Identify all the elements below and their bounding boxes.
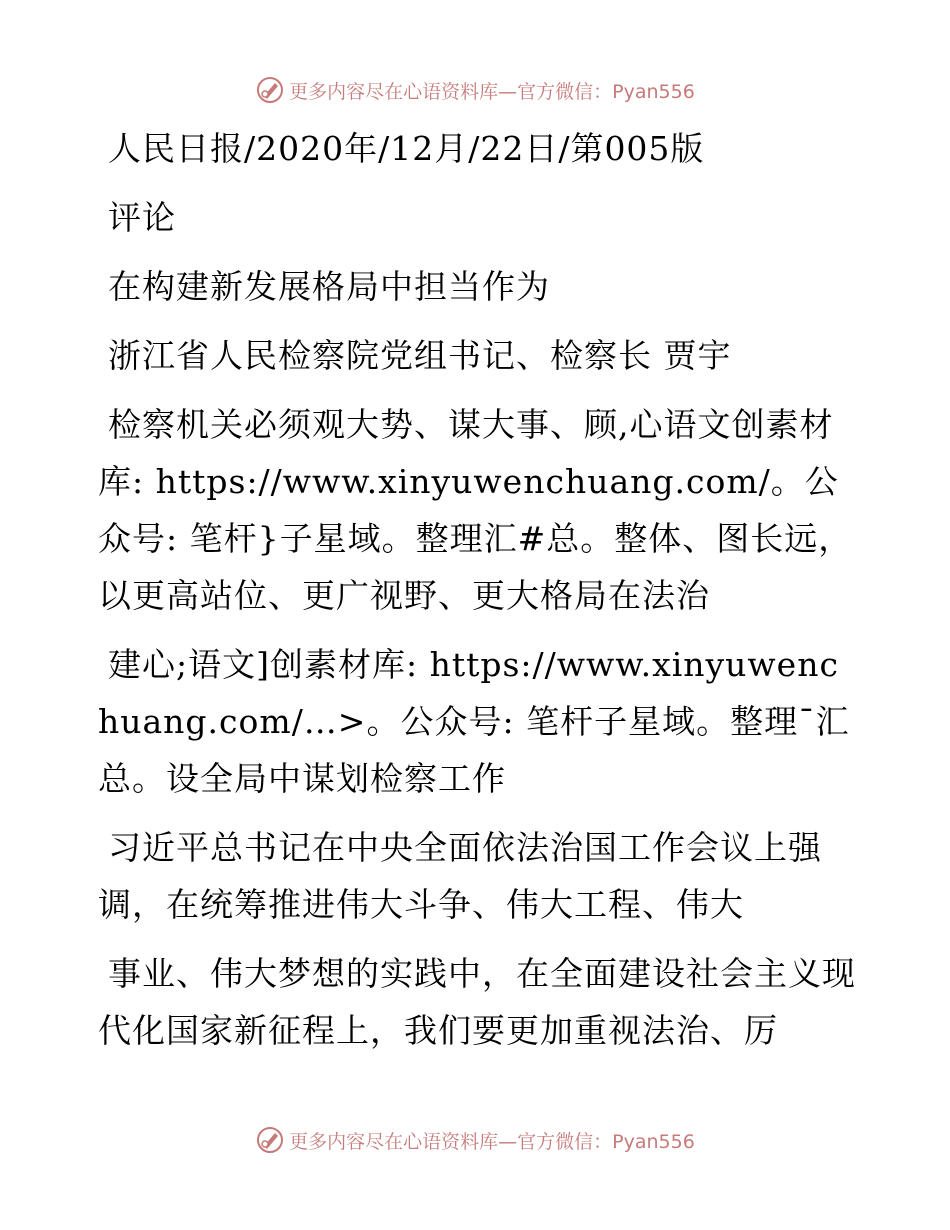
article-author [98,327,858,384]
paragraph-text: 检察机关必须观大势、谋大事、顾,心语文创素材库: https://www.xinyuwenchuang.com/。公众号: 笔杆}子星域。整理汇#总。整体、图长远，以更高站位、更广视野、更大格局在法治 [98,405,853,615]
article-paragraph [98,819,858,933]
article-paragraph [98,636,858,807]
watermark-header [0,70,950,110]
article-source-line [98,120,858,177]
paragraph-text: 习近平总书记在中央全面依法治国工作会议上强调，在统筹推进伟大斗争、伟大工程、伟大 [98,828,822,924]
article-section [98,189,858,246]
watermark-text: 更多内容尽在心语资料库—官方微信：Pyan556 [289,80,695,103]
article-title [98,258,858,315]
paragraph-text: 浙江省人民检察院党组书记、检察长 贾宇 [108,336,732,375]
paragraph-text: 人民日报/2020年/12月/22日/第005版 [108,129,705,168]
article-body [98,120,858,1071]
pen-logo-icon [255,1125,285,1155]
paragraph-text: 评论 [108,198,176,237]
paragraph-text: 事业、伟大梦想的实践中，在全面建设社会主义现代化国家新征程上，我们要更加重视法治、厉 [98,954,856,1050]
article-paragraph [98,396,858,624]
watermark-footer [0,1120,950,1160]
paragraph-text: 在构建新发展格局中担当作为 [108,267,550,306]
paragraph-text: 建心;语文]创素材库: https://www.xinyuwenchuang.com/…>。公众号: 笔杆子星域。整理¯汇总。设全局中谋划检察工作 [98,645,850,798]
pen-logo-icon [255,75,285,105]
article-paragraph [98,945,858,1059]
watermark-text: 更多内容尽在心语资料库—官方微信：Pyan556 [289,1130,695,1153]
